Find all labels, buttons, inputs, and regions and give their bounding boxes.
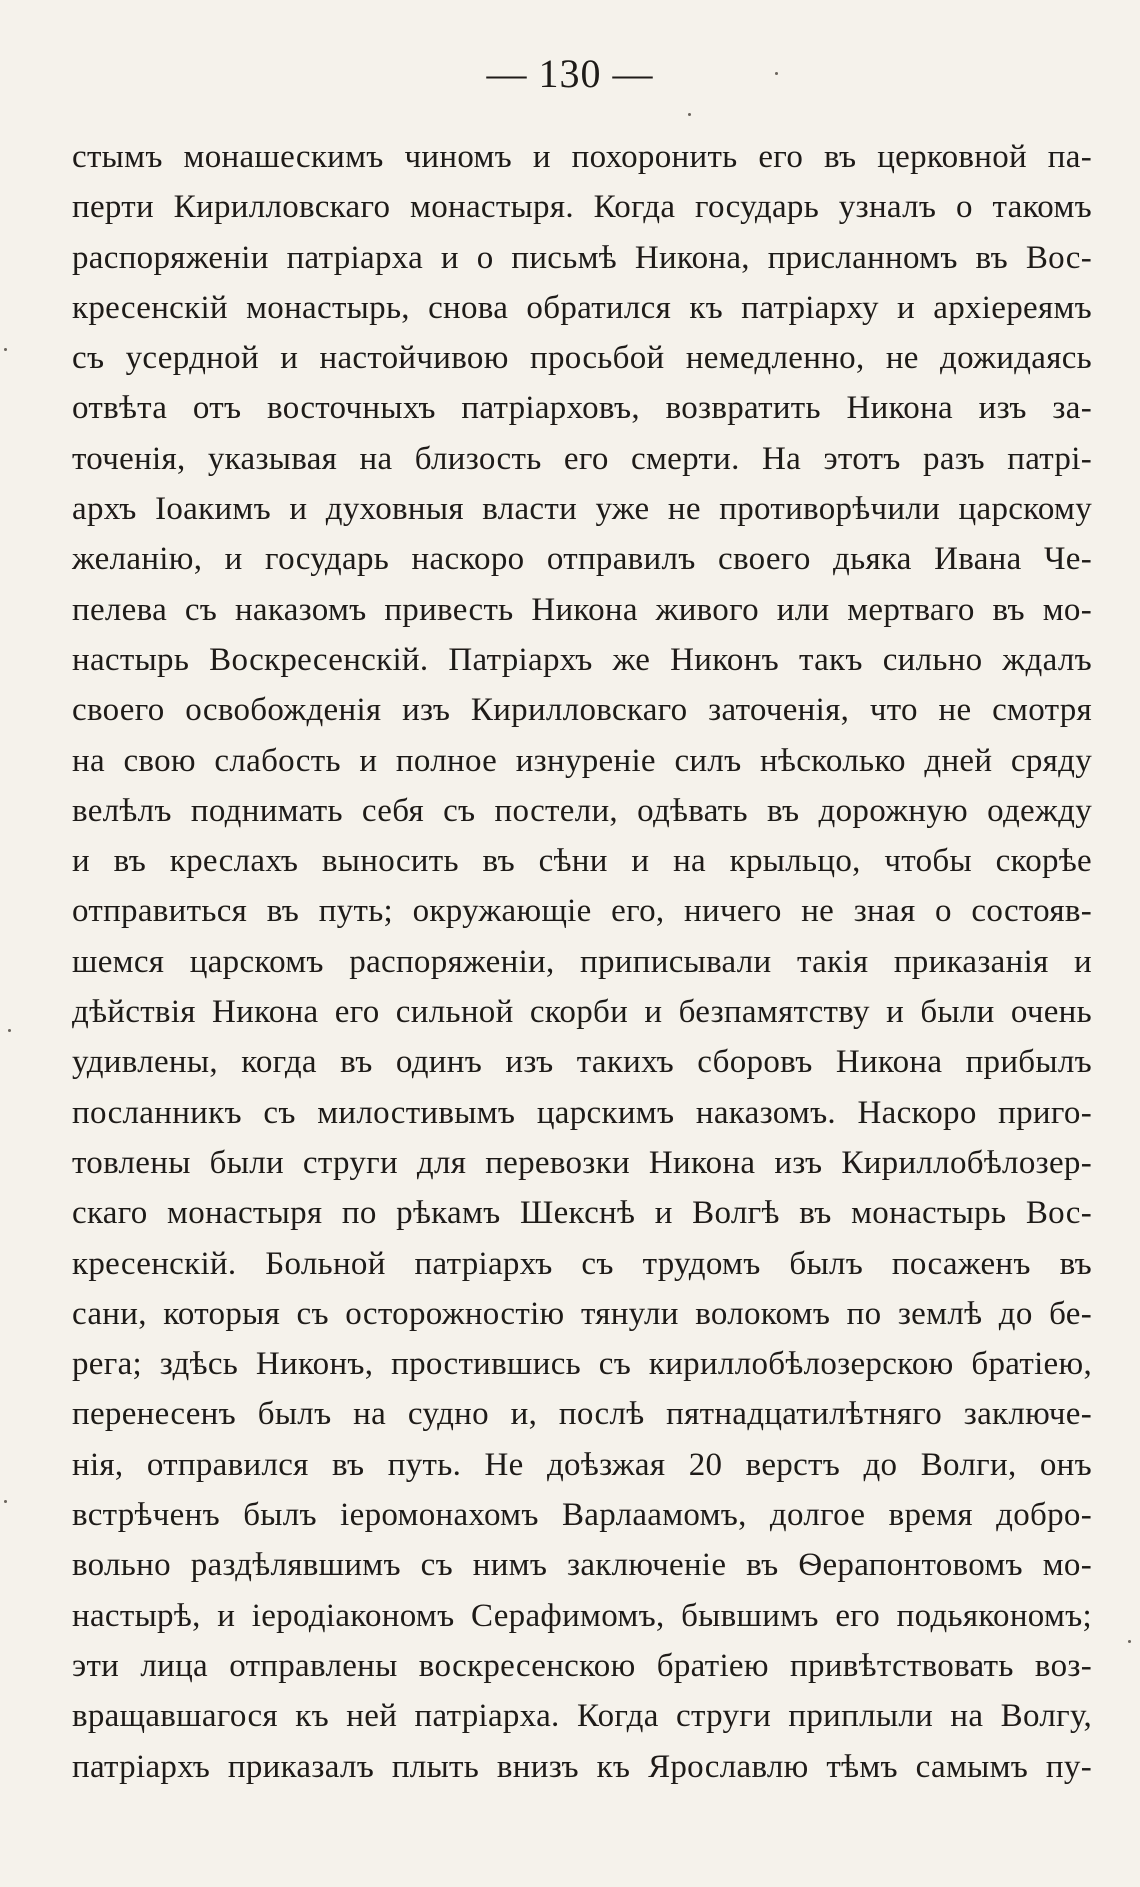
- text-line: шемся царскомъ распоряженіи, приписывали такія приказанія и: [72, 943, 1092, 980]
- text-line: товлены были струги для перевозки Никона изъ Кириллобѣлозер-: [72, 1144, 1092, 1181]
- text-line: съ усердной и настойчивою просьбой немедленно, не дожидаясь: [72, 340, 1092, 377]
- text-line: пелева съ наказомъ привесть Никона живого или мертваго въ мо-: [72, 591, 1092, 628]
- text-line: настырѣ, и іеродіакономъ Серафимомъ, бывшимъ его подьякономъ;: [72, 1597, 1092, 1634]
- text-line: на свою слабость и полное изнуреніе силъ нѣсколько дней сряду: [72, 742, 1092, 779]
- ink-speck: [688, 113, 691, 116]
- text-line: архъ Іоакимъ и духовныя власти уже не противорѣчили царскому: [72, 491, 1092, 528]
- text-line: посланникъ съ милостивымъ царскимъ наказомъ. Наскоро приго-: [72, 1094, 1092, 1131]
- text-line: вращавшагося къ ней патріарха. Когда струги приплыли на Волгу,: [72, 1698, 1092, 1735]
- text-line: отвѣта отъ восточныхъ патріарховъ, возвратить Никона изъ за-: [72, 390, 1092, 427]
- text-line: перенесенъ былъ на судно и, послѣ пятнадцатилѣтняго заключе-: [72, 1396, 1092, 1433]
- text-line: велѣлъ поднимать себя съ постели, одѣвать въ дорожную одежду: [72, 792, 1092, 829]
- text-line: и въ креслахъ выносить въ сѣни и на крыльцо, чтобы скорѣе: [72, 843, 1092, 880]
- ink-speck: [1128, 1640, 1131, 1643]
- text-line: своего освобожденія изъ Кирилловскаго заточенія, что не смотря: [72, 692, 1092, 729]
- text-line: дѣйствія Никона его сильной скорби и безпамятству и были очень: [72, 994, 1092, 1031]
- text-line: эти лица отправлены воскресенскою братіею привѣтствовать воз-: [72, 1647, 1092, 1684]
- ink-speck: [4, 1500, 7, 1503]
- text-line: настырь Воскресенскій. Патріархъ же Никонъ такъ сильно ждалъ: [72, 641, 1092, 678]
- ink-speck: [8, 1029, 11, 1032]
- text-line: вольно раздѣлявшимъ съ нимъ заключеніе въ Ѳерапонтовомъ мо-: [72, 1547, 1092, 1584]
- text-line: желанію, и государь наскоро отправилъ своего дьяка Ивана Че-: [72, 541, 1092, 578]
- text-line: скаго монастыря по рѣкамъ Шекснѣ и Волгѣ въ монастырь Вос-: [72, 1195, 1092, 1232]
- page-number: — 130 —: [486, 51, 654, 96]
- text-line: встрѣченъ былъ іеромонахомъ Варлаамомъ, долгое время добро-: [72, 1497, 1092, 1534]
- text-line: патріархъ приказалъ плыть внизъ къ Ярославлю тѣмъ самымъ пу-: [72, 1748, 1092, 1785]
- ink-speck: [4, 348, 7, 351]
- text-line: кресенскій. Больной патріархъ съ трудомъ былъ посаженъ въ: [72, 1245, 1092, 1282]
- text-line: рега; здѣсь Никонъ, простившись съ кириллобѣлозерскою братіею,: [72, 1346, 1092, 1383]
- body-text: [72, 132, 1092, 1792]
- text-line: перти Кирилловскаго монастыря. Когда государь узналъ о такомъ: [72, 189, 1092, 226]
- ink-speck: [775, 72, 778, 75]
- text-line: кресенскій монастырь, снова обратился къ патріарху и архіереямъ: [72, 289, 1092, 326]
- text-line: стымъ монашескимъ чиномъ и похоронить его въ церковной па-: [72, 139, 1092, 175]
- text-line: нія, отправился въ путь. Не доѣзжая 20 верстъ до Волги, онъ: [72, 1446, 1092, 1483]
- text-line: удивлены, когда въ одинъ изъ такихъ сборовъ Никона прибылъ: [72, 1044, 1092, 1081]
- text-line: отправиться въ путь; окружающіе его, ничего не зная о состояв-: [72, 893, 1092, 930]
- text-line: распоряженіи патріарха и о письмѣ Никона, присланномъ въ Вос-: [72, 239, 1092, 276]
- text-line: точенія, указывая на близость его смерти. На этотъ разъ патрі-: [72, 440, 1092, 477]
- text-line: сани, которыя съ осторожностію тянули волокомъ по землѣ до бе-: [72, 1295, 1092, 1332]
